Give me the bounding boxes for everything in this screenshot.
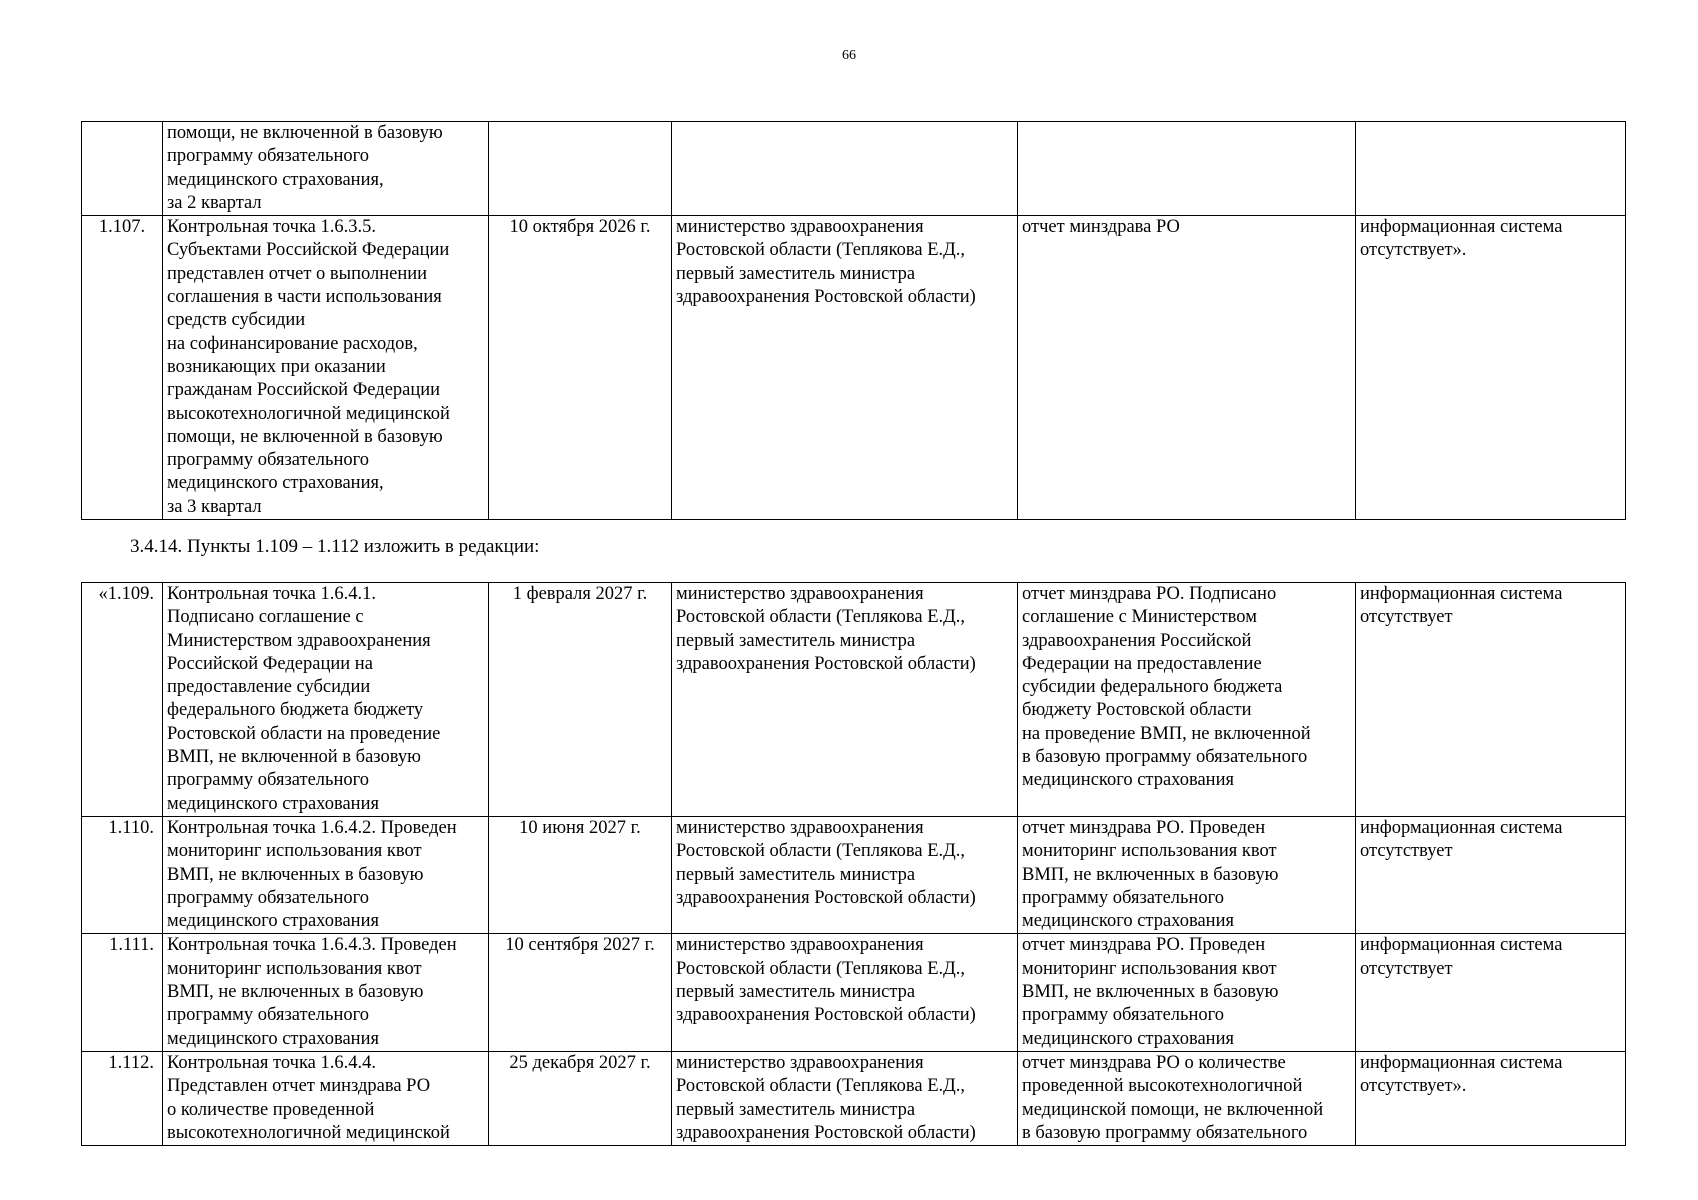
row-number: 1.107. xyxy=(82,216,163,520)
information-system: информационная система отсутствует xyxy=(1356,583,1626,817)
responsible-executor: министерство здравоохранения Ростовской области (Теплякова Е.Д., первый заместитель министра здравоохранения Ростовской области) xyxy=(672,816,1018,933)
row-number xyxy=(82,122,163,216)
confirming-document: отчет минздрава РО xyxy=(1018,216,1356,520)
control-point-name: Контрольная точка 1.6.4.1. Подписано соглашение с Министерством здравоохранения Российской Федерации на предоставление субсидии федерального бюджета бюджету Ростовской области на проведение ВМП, не включенной в базовую программу обязательного медицинского страхования xyxy=(163,583,489,817)
information-system: информационная система отсутствует xyxy=(1356,934,1626,1051)
information-system: информационная система отсутствует». xyxy=(1356,1051,1626,1145)
confirming-document: отчет минздрава РО о количестве проведенной высокотехнологичной медицинской помощи, не включенной в базовую программу обязательного xyxy=(1018,1051,1356,1145)
responsible-executor: министерство здравоохранения Ростовской области (Теплякова Е.Д., первый заместитель министра здравоохранения Ростовской области) xyxy=(672,216,1018,520)
row-number: 1.112. xyxy=(82,1051,163,1145)
due-date: 25 декабря 2027 г. xyxy=(489,1051,672,1145)
responsible-executor: министерство здравоохранения Ростовской области (Теплякова Е.Д., первый заместитель министра здравоохранения Ростовской области) xyxy=(672,1051,1018,1145)
confirming-document: отчет минздрава РО. Проведен мониторинг использования квот ВМП, не включенных в базовую программу обязательного медицинского страхования xyxy=(1018,934,1356,1051)
due-date xyxy=(489,122,672,216)
confirming-document: отчет минздрава РО. Проведен мониторинг использования квот ВМП, не включенных в базовую программу обязательного медицинского страхования xyxy=(1018,816,1356,933)
control-points-table-amended xyxy=(81,582,1626,1146)
table-row xyxy=(82,583,1626,817)
responsible-executor xyxy=(672,122,1018,216)
table-row xyxy=(82,216,1626,520)
row-number: 1.110. xyxy=(82,816,163,933)
table-row xyxy=(82,816,1626,933)
due-date: 10 июня 2027 г. xyxy=(489,816,672,933)
due-date: 10 сентября 2027 г. xyxy=(489,934,672,1051)
responsible-executor: министерство здравоохранения Ростовской области (Теплякова Е.Д., первый заместитель министра здравоохранения Ростовской области) xyxy=(672,583,1018,817)
table-row xyxy=(82,122,1626,216)
information-system: информационная система отсутствует». xyxy=(1356,216,1626,520)
page-number: 66 xyxy=(842,48,856,63)
table-row xyxy=(82,1051,1626,1145)
due-date: 1 февраля 2027 г. xyxy=(489,583,672,817)
responsible-executor: министерство здравоохранения Ростовской области (Теплякова Е.Д., первый заместитель министра здравоохранения Ростовской области) xyxy=(672,934,1018,1051)
confirming-document xyxy=(1018,122,1356,216)
control-points-table-continued xyxy=(81,121,1626,520)
table-row xyxy=(82,934,1626,1051)
control-point-name: помощи, не включенной в базовую программу обязательного медицинского страхования, за 2 квартал xyxy=(163,122,489,216)
due-date: 10 октября 2026 г. xyxy=(489,216,672,520)
control-point-name: Контрольная точка 1.6.4.2. Проведен мониторинг использования квот ВМП, не включенных в базовую программу обязательного медицинского страхования xyxy=(163,816,489,933)
confirming-document: отчет минздрава РО. Подписано соглашение с Министерством здравоохранения Российской Федерации на предоставление субсидии федерального бюджета бюджету Ростовской области на проведение ВМП, не включенной в базовую программу обязательного медицинского страхования xyxy=(1018,583,1356,817)
control-point-name: Контрольная точка 1.6.4.3. Проведен мониторинг использования квот ВМП, не включенных в базовую программу обязательного медицинского страхования xyxy=(163,934,489,1051)
row-number: 1.111. xyxy=(82,934,163,1051)
information-system: информационная система отсутствует xyxy=(1356,816,1626,933)
information-system xyxy=(1356,122,1626,216)
row-number: «1.109. xyxy=(82,583,163,817)
control-point-name: Контрольная точка 1.6.4.4. Представлен отчет минздрава РО о количестве проведенной высокотехнологичной медицинской xyxy=(163,1051,489,1145)
control-point-name: Контрольная точка 1.6.3.5. Субъектами Российской Федерации представлен отчет о выполнении соглашения в части использования средств субсидии на софинансирование расходов, возникающих при оказании гражданам Российской Федерации высокотехнологичной медицинской помощи, не включенной в базовую программу обязательного медицинского страхования, за 3 квартал xyxy=(163,216,489,520)
amendment-paragraph: 3.4.14. Пункты 1.109 – 1.112 изложить в редакции: xyxy=(130,536,540,557)
